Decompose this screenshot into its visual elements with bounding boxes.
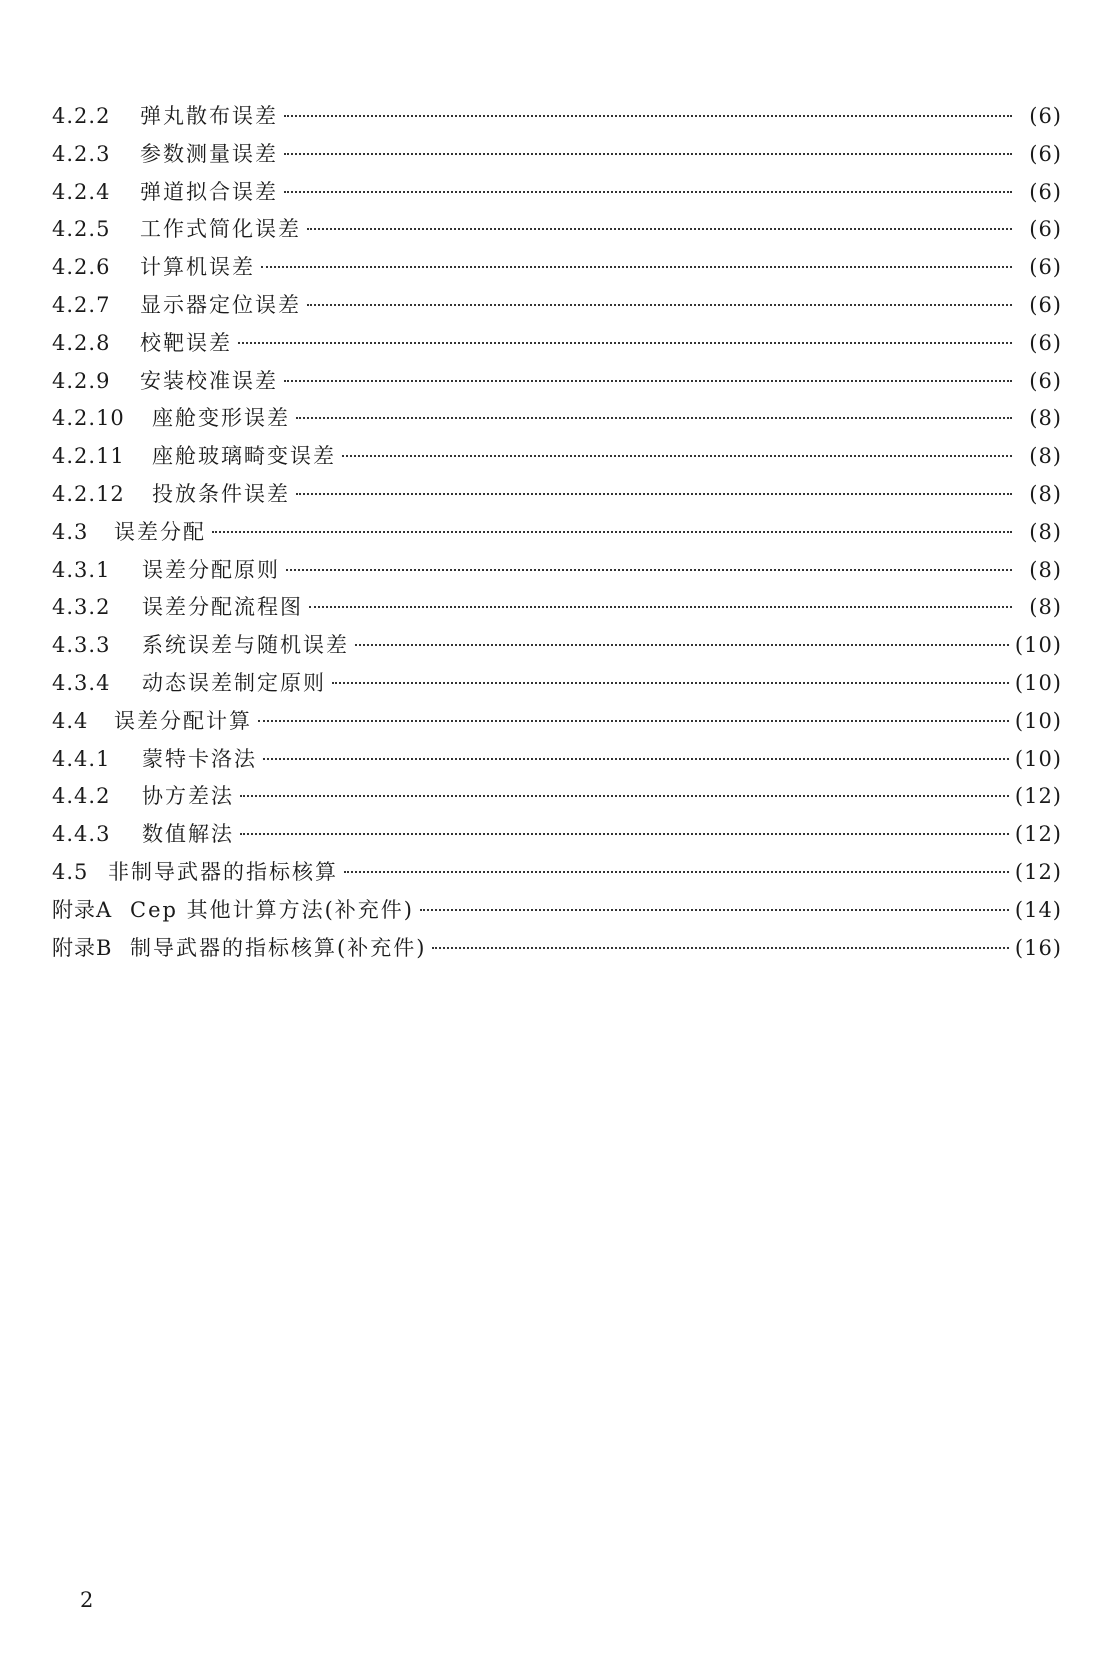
dot-leader bbox=[296, 493, 1012, 495]
toc-entry-title: 误差分配计算 bbox=[114, 708, 252, 733]
toc-entry-number: 4.2.9 bbox=[52, 368, 111, 393]
toc-entry-title: 弹道拟合误差 bbox=[140, 179, 278, 204]
toc-entry[interactable] bbox=[52, 554, 1062, 592]
toc-entry-number: 4.2.5 bbox=[52, 217, 111, 242]
toc-entry-number: 附录A bbox=[52, 897, 113, 922]
toc-entry-page: (12) bbox=[1014, 822, 1062, 847]
toc-entry[interactable] bbox=[52, 743, 1062, 781]
toc-entry-number: 4.4.1 bbox=[52, 746, 111, 771]
dot-leader bbox=[258, 720, 1009, 722]
toc-entry-page: (6) bbox=[1029, 255, 1062, 280]
dot-leader bbox=[307, 304, 1012, 306]
toc-entry-title: 蒙特卡洛法 bbox=[142, 746, 257, 771]
toc-entry-page: (10) bbox=[1014, 633, 1062, 658]
toc-entry[interactable] bbox=[52, 176, 1062, 214]
toc-entry-title: 弹丸散布误差 bbox=[140, 104, 278, 128]
toc-entry-title: 误差分配 bbox=[114, 519, 206, 544]
toc-entry-number: 4.3.3 bbox=[52, 633, 111, 658]
toc-entry-number: 4.2.2 bbox=[52, 104, 111, 128]
toc-entry[interactable] bbox=[52, 818, 1062, 856]
toc-entry-title: 系统误差与随机误差 bbox=[142, 633, 349, 658]
toc-entry-page: (6) bbox=[1029, 217, 1062, 242]
toc-entry-page: (14) bbox=[1014, 897, 1062, 922]
toc-entry-title: 参数测量误差 bbox=[140, 141, 278, 166]
toc-entry[interactable] bbox=[52, 402, 1062, 440]
toc-entry-title: 座舱变形误差 bbox=[152, 406, 290, 431]
toc-entry-title: 校靶误差 bbox=[140, 330, 232, 355]
toc-entry-page: (10) bbox=[1014, 670, 1062, 695]
page-number: 2 bbox=[80, 1588, 94, 1612]
toc-entry-title: 非制导武器的指标核算 bbox=[108, 859, 338, 884]
toc-entry-title: 制导武器的指标核算(补充件) bbox=[130, 935, 427, 960]
toc-entry-number: 4.2.11 bbox=[52, 444, 125, 469]
toc-entry-number: 4.2.3 bbox=[52, 141, 111, 166]
toc-entry-page: (8) bbox=[1029, 481, 1062, 506]
toc-entry-number: 4.3.4 bbox=[52, 670, 111, 695]
toc-entry-title: 动态误差制定原则 bbox=[142, 670, 326, 695]
toc-entry-page: (6) bbox=[1029, 368, 1062, 393]
toc-entry[interactable] bbox=[52, 365, 1062, 403]
dot-leader bbox=[284, 380, 1012, 382]
toc-entry-page: (8) bbox=[1029, 595, 1062, 620]
toc-entry-number: 4.4.2 bbox=[52, 784, 111, 809]
toc-entry-title: 座舱玻璃畸变误差 bbox=[152, 444, 336, 469]
toc-entry[interactable] bbox=[52, 289, 1062, 327]
dot-leader bbox=[342, 455, 1012, 457]
toc-entry-number: 4.2.10 bbox=[52, 406, 125, 431]
toc-entry[interactable] bbox=[52, 440, 1062, 478]
toc-entry-title: Cep 其他计算方法(补充件) bbox=[130, 897, 414, 922]
toc-entry-number: 4.2.6 bbox=[52, 255, 111, 280]
toc-entry[interactable] bbox=[52, 667, 1062, 705]
toc-entry-page: (10) bbox=[1014, 746, 1062, 771]
toc-entry-page: (8) bbox=[1029, 557, 1062, 582]
toc-entry-title: 误差分配原则 bbox=[142, 557, 280, 582]
dot-leader bbox=[296, 417, 1012, 419]
toc-entry-page: (6) bbox=[1029, 179, 1062, 204]
toc-entry-page: (6) bbox=[1029, 292, 1062, 317]
toc-entry-page: (12) bbox=[1014, 859, 1062, 884]
toc-entry-number: 4.4 bbox=[52, 708, 89, 733]
toc-entry[interactable] bbox=[52, 894, 1062, 932]
toc-entry[interactable] bbox=[52, 629, 1062, 667]
dot-leader bbox=[240, 795, 1009, 797]
toc-entry-number: 4.2.7 bbox=[52, 292, 111, 317]
dot-leader bbox=[309, 606, 1012, 608]
toc-entry-page: (8) bbox=[1029, 444, 1062, 469]
toc-entry[interactable] bbox=[52, 213, 1062, 251]
toc-entry-title: 安装校准误差 bbox=[140, 368, 278, 393]
toc-entry[interactable] bbox=[52, 478, 1062, 516]
dot-leader bbox=[307, 228, 1012, 230]
toc-entry-number: 4.3.1 bbox=[52, 557, 111, 582]
table-of-contents bbox=[52, 100, 1062, 969]
toc-entry-number: 4.4.3 bbox=[52, 822, 111, 847]
toc-entry-title: 显示器定位误差 bbox=[140, 292, 301, 317]
toc-entry[interactable] bbox=[52, 705, 1062, 743]
toc-entry-title: 工作式简化误差 bbox=[140, 217, 301, 242]
dot-leader bbox=[261, 266, 1012, 268]
toc-entry[interactable] bbox=[52, 138, 1062, 176]
dot-leader bbox=[263, 758, 1009, 760]
toc-entry-number: 4.5 bbox=[52, 859, 89, 884]
toc-entry[interactable] bbox=[52, 251, 1062, 289]
toc-entry-title: 误差分配流程图 bbox=[142, 595, 303, 620]
toc-entry-title: 协方差法 bbox=[142, 784, 234, 809]
toc-entry-page: (8) bbox=[1029, 406, 1062, 431]
dot-leader bbox=[238, 342, 1012, 344]
toc-entry[interactable] bbox=[52, 516, 1062, 554]
dot-leader bbox=[432, 947, 1009, 949]
toc-entry-page: (6) bbox=[1029, 330, 1062, 355]
dot-leader bbox=[240, 833, 1009, 835]
toc-entry-number: 4.2.12 bbox=[52, 481, 125, 506]
toc-entry-page: (6) bbox=[1029, 104, 1062, 128]
toc-entry-title: 数值解法 bbox=[142, 822, 234, 847]
toc-entry-title: 投放条件误差 bbox=[152, 481, 290, 506]
toc-entry-page: (6) bbox=[1029, 141, 1062, 166]
toc-entry[interactable] bbox=[52, 856, 1062, 894]
dot-leader bbox=[212, 531, 1012, 533]
toc-entry-page: (12) bbox=[1014, 784, 1062, 809]
toc-entry-number: 4.2.8 bbox=[52, 330, 111, 355]
toc-entry-page: (8) bbox=[1029, 519, 1062, 544]
toc-entry-number: 附录B bbox=[52, 935, 113, 960]
dot-leader bbox=[284, 153, 1012, 155]
toc-entry-page: (10) bbox=[1014, 708, 1062, 733]
toc-entry[interactable] bbox=[52, 932, 1062, 970]
dot-leader bbox=[332, 682, 1009, 684]
toc-entry-title: 计算机误差 bbox=[140, 255, 255, 280]
dot-leader bbox=[284, 115, 1012, 117]
dot-leader bbox=[286, 569, 1012, 571]
dot-leader bbox=[344, 871, 1009, 873]
toc-entry-number: 4.2.4 bbox=[52, 179, 111, 204]
toc-entry[interactable] bbox=[52, 780, 1062, 818]
toc-entry-page: (16) bbox=[1014, 935, 1062, 960]
dot-leader bbox=[355, 644, 1009, 646]
toc-entry-number: 4.3.2 bbox=[52, 595, 111, 620]
toc-entry[interactable] bbox=[52, 100, 1062, 138]
dot-leader bbox=[284, 191, 1012, 193]
toc-entry[interactable] bbox=[52, 591, 1062, 629]
toc-entry[interactable] bbox=[52, 327, 1062, 365]
dot-leader bbox=[420, 909, 1009, 911]
toc-entry-number: 4.3 bbox=[52, 519, 89, 544]
